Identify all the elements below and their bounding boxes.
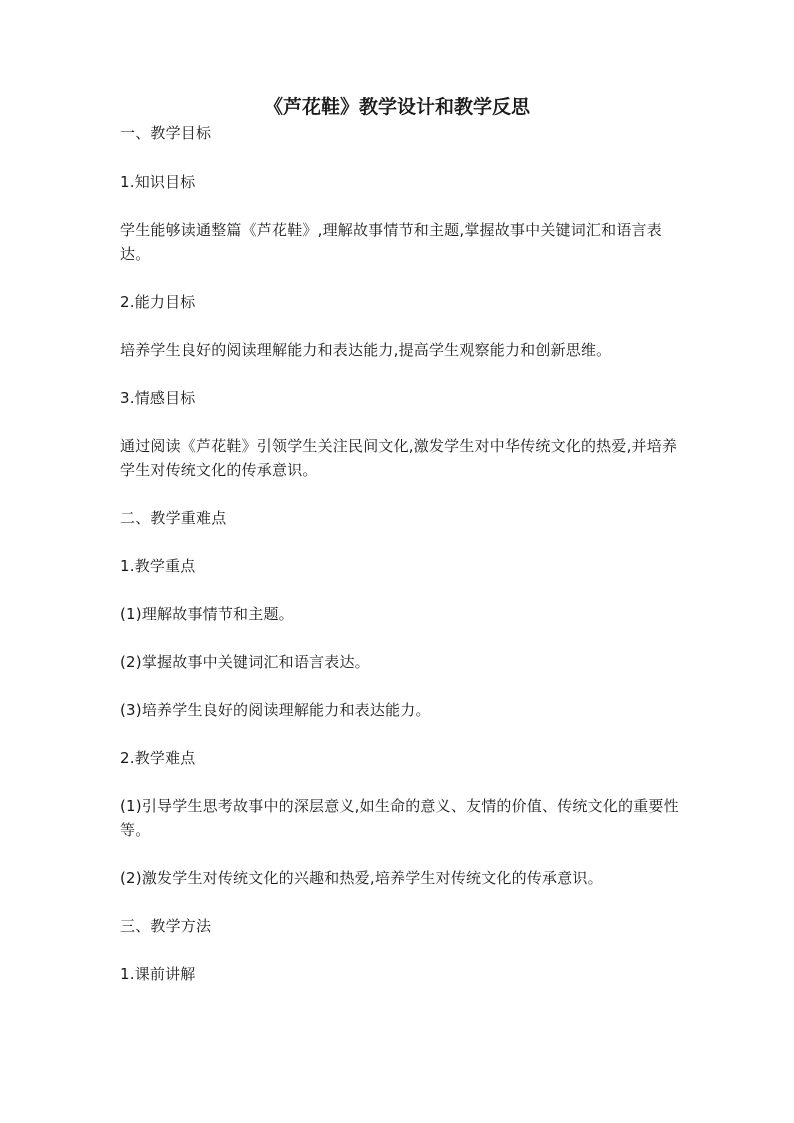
subheading-difficult-points: 2.教学难点	[120, 749, 196, 767]
document-title: 《芦花鞋》教学设计和教学反思	[263, 96, 530, 118]
list-item-key-point-2: (2)掌握故事中关键词汇和语言表达。	[120, 653, 370, 671]
subheading-knowledge-objective: 1.知识目标	[120, 173, 196, 191]
list-item-key-point-1: (1)理解故事情节和主题。	[120, 605, 294, 623]
paragraph-ability-objective: 培养学生良好的阅读理解能力和表达能力,提高学生观察能力和创新思维。	[120, 341, 612, 359]
paragraph-emotion-objective: 通过阅读《芦花鞋》引领学生关注民间文化,激发学生对中华传统文化的热爱,并培养学生对传统文化的传承意识。	[120, 437, 678, 479]
section-heading-teaching-methods: 三、教学方法	[120, 917, 212, 935]
subheading-key-points: 1.教学重点	[120, 557, 196, 575]
section-heading-objectives: 一、教学目标	[120, 124, 212, 142]
list-item-difficult-point-1: (1)引导学生思考故事中的深层意义,如生命的意义、友情的价值、传统文化的重要性等。	[120, 797, 679, 839]
subheading-ability-objective: 2.能力目标	[120, 293, 196, 311]
paragraph-knowledge-objective: 学生能够读通整篇《芦花鞋》,理解故事情节和主题,掌握故事中关键词汇和语言表达。	[120, 221, 662, 263]
subheading-emotion-objective: 3.情感目标	[120, 389, 196, 407]
section-heading-key-difficult-points: 二、教学重难点	[120, 509, 227, 527]
list-item-key-point-3: (3)培养学生良好的阅读理解能力和表达能力。	[120, 701, 431, 719]
list-item-difficult-point-2: (2)激发学生对传统文化的兴趣和热爱,培养学生对传统文化的传承意识。	[120, 869, 603, 887]
subheading-pre-class-explanation: 1.课前讲解	[120, 965, 196, 983]
